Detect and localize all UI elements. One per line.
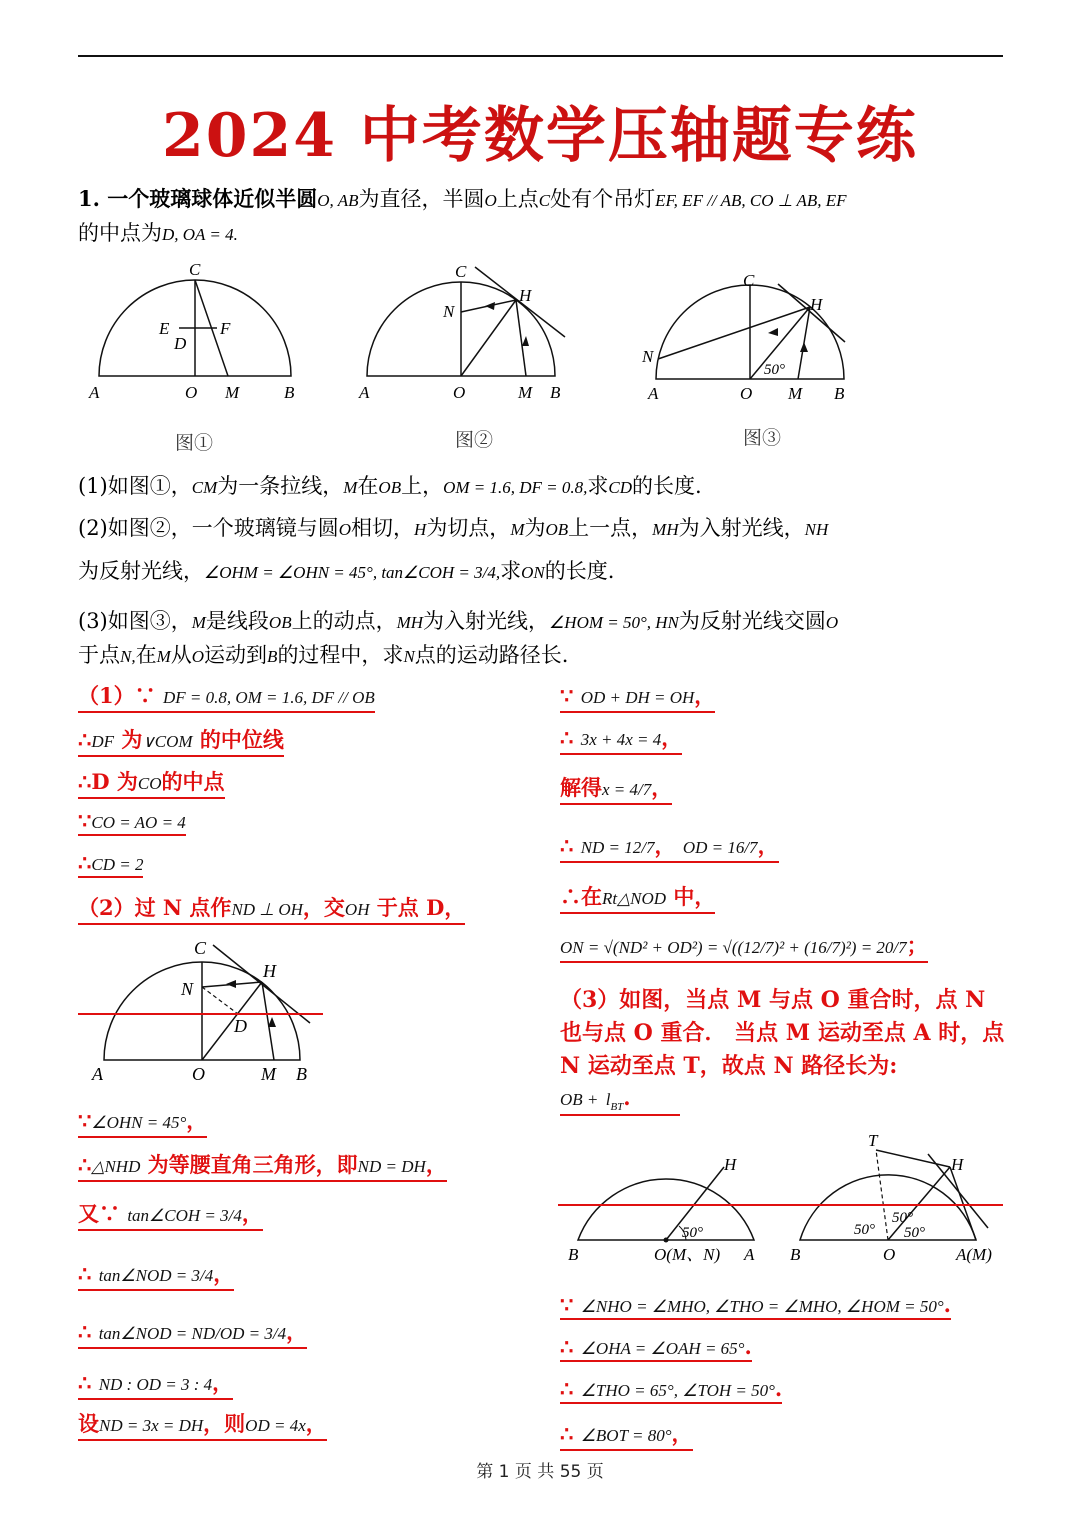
sol-left-5: ∴CD = 2 (78, 850, 143, 878)
figure-1 (85, 255, 310, 415)
svg-text:O(M、N): O(M、N) (654, 1245, 721, 1264)
sol-left-11: ∴ tan∠NOD = ND/OD = 3/4， (78, 1316, 307, 1349)
svg-text:M: M (261, 1064, 276, 1084)
figure-4 (78, 935, 328, 1085)
fig1-label-F: F (220, 319, 231, 338)
svg-text:A: A (648, 384, 659, 403)
svg-text:M: M (518, 383, 533, 402)
sol-left-1: （1）∵ DF = 0.8, OM = 1.6, DF // OB (78, 680, 375, 713)
svg-text:T: T (868, 1131, 878, 1150)
question-2-line2: 为反射光线，∠OHM = ∠OHN = 45°, tan∠COH = 3/4,求ON的长度. (78, 559, 615, 583)
fig1-label-E: E (159, 319, 170, 338)
fig1-label-C: C (189, 260, 201, 279)
sol-left-4: ∵CO = AO = 4 (78, 808, 186, 836)
svg-text:50°: 50° (904, 1225, 925, 1241)
sol-left-9: 又∵ tan∠COH = 3/4， (78, 1198, 263, 1231)
sol-right-5: ∴在Rt△NOD 中， (560, 881, 715, 914)
svg-text:C: C (455, 262, 467, 281)
fig1-label-M: M (225, 383, 240, 402)
fig1-label-O: O (185, 383, 198, 402)
svg-text:B: B (568, 1245, 579, 1264)
svg-text:50°: 50° (854, 1222, 875, 1238)
fig1-label-D: D (174, 334, 187, 353)
svg-text:O: O (740, 384, 753, 403)
sol-right-12: ∴ ∠BOT = 80°， (560, 1418, 693, 1451)
svg-text:H: H (519, 286, 532, 305)
fig3-caption: 图③ (743, 427, 782, 449)
svg-text:C: C (743, 271, 755, 290)
svg-text:D: D (234, 1016, 247, 1036)
sol-right-7: （3）如图，当点 M 与点 O 重合时，点 N 也与点 O 重合． 当点 M 运动至点 A 时，点 N 运动至点 T，故点 N 路径长为: (560, 987, 1005, 1079)
fig1-caption: 图① (175, 432, 214, 454)
page-title: 2024 中考数学压轴题专练 (162, 101, 918, 171)
fig1-label-B: B (284, 383, 295, 402)
svg-text:50°: 50° (764, 362, 785, 378)
svg-text:H: H (951, 1155, 964, 1174)
svg-text:H: H (263, 961, 276, 981)
svg-text:M: M (788, 384, 803, 403)
sol-left-13: 设ND = 3x = DH，则OD = 4x， (78, 1408, 327, 1441)
sol-right-4: ∴ ND = 12/7， OD = 16/7， (560, 830, 779, 863)
sol-right-8: OB + $l_{BT}$. (560, 1085, 680, 1116)
sol-left-3: ∴D 为CO的中点 (78, 766, 225, 799)
svg-text:H: H (724, 1155, 737, 1174)
sol-right-11: ∴ ∠THO = 65°, ∠TOH = 50°. (560, 1376, 782, 1404)
question-1: (1)如图①，CM为一条拉线，M在OB上，OM = 1.6, DF = 0.8,求CD的长度. (78, 474, 702, 498)
top-rule (78, 55, 1003, 57)
svg-text:B: B (296, 1064, 307, 1084)
svg-text:N: N (642, 347, 654, 366)
figure-5-6 (558, 1130, 1008, 1270)
svg-text:B: B (790, 1245, 801, 1264)
page-footer: 第 1 页 共 55 页 (476, 1462, 604, 1482)
sol-left-10: ∴ tan∠NOD = 3/4， (78, 1258, 234, 1291)
sol-left-12: ∴ ND : OD = 3 : 4， (78, 1367, 233, 1400)
svg-text:A(M): A(M) (956, 1245, 992, 1264)
svg-text:A: A (359, 383, 370, 402)
figure-3 (640, 262, 865, 422)
svg-text:A: A (92, 1064, 103, 1084)
sol-left-2: ∴DF 为∨COM 的中位线 (78, 724, 284, 757)
svg-text:O: O (453, 383, 466, 402)
svg-text:C: C (194, 938, 207, 958)
fig2-caption: 图② (455, 429, 494, 451)
sol-left-8: ∴△NHD 为等腰直角三角形，即ND = DH， (78, 1149, 447, 1182)
sol-right-2: ∴ 3x + 4x = 4， (560, 722, 682, 755)
fig1-label-A: A (89, 383, 100, 402)
figure-2 (355, 255, 580, 415)
problem-intro-line1: 1. 一个玻璃球体近似半圆O, AB为直径，半圆O上点C处有个吊灯EF, EF // AB, CO ⊥ AB, EF (78, 186, 847, 211)
svg-text:A: A (744, 1245, 755, 1264)
svg-text:O: O (883, 1245, 896, 1264)
sol-right-10: ∴ ∠OHA = ∠OAH = 65°. (560, 1334, 752, 1362)
svg-text:H: H (810, 295, 823, 314)
sol-right-9: ∵ ∠NHO = ∠MHO, ∠THO = ∠MHO, ∠HOM = 50°. (560, 1292, 951, 1320)
svg-text:B: B (834, 384, 845, 403)
sol-right-6: ON = √(ND² + OD²) = √((12/7)² + (16/7)²) = 20/7； (560, 930, 928, 963)
sol-left-7: ∵∠OHN = 45°， (78, 1105, 207, 1138)
svg-text:B: B (550, 383, 561, 402)
sol-right-1: ∵ OD + DH = OH， (560, 680, 715, 713)
sol-left-6: （2）过 N 点作ND ⊥ OH，交OH 于点 D， (78, 892, 465, 925)
problem-intro-line2: 的中点为D, OA = 4. (78, 221, 238, 245)
question-2-line1: (2)如图②，一个玻璃镜与圆O相切，H为切点，M为OB上一点，MH为入射光线，NH (78, 516, 829, 540)
svg-text:50°: 50° (682, 1225, 703, 1241)
svg-text:N: N (443, 302, 455, 321)
svg-text:O: O (192, 1064, 205, 1084)
svg-text:50°: 50° (892, 1210, 913, 1226)
question-3-line2: 于点N,在M从O运动到B的过程中，求N点的运动路径长. (78, 643, 569, 667)
sol-right-3: 解得x = 4/7， (560, 772, 672, 805)
svg-text:N: N (181, 979, 194, 999)
question-3-line1: (3)如图③，M是线段OB上的动点，MH为入射光线，∠HOM = 50°, HN为反射光线交圆O (78, 609, 839, 633)
